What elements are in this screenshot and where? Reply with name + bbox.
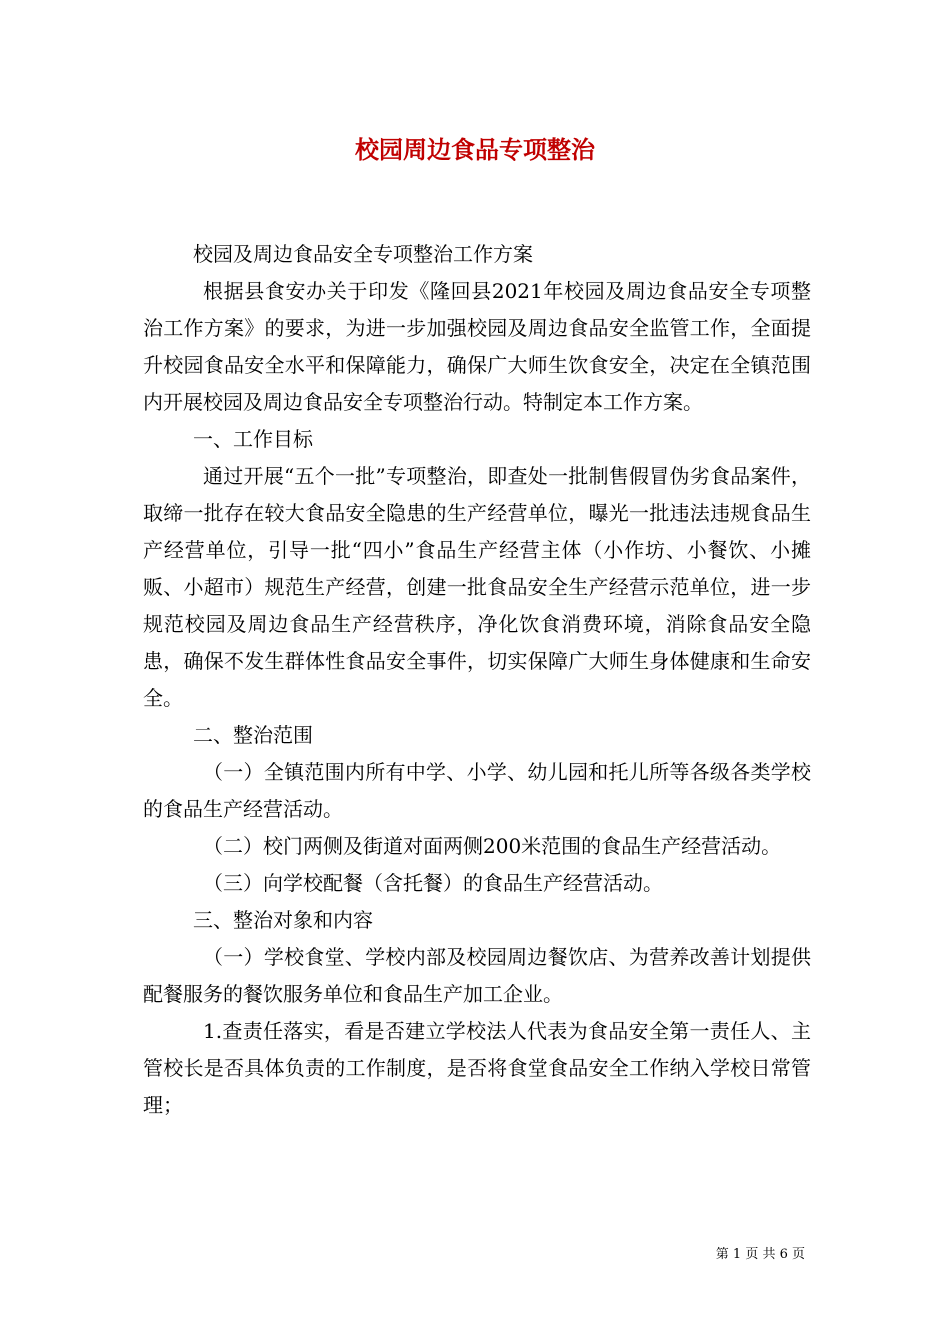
document-body (143, 236, 811, 1124)
paragraph-scope-1: （一）全镇范围内所有中学、小学、幼儿园和托儿所等各级各类学校的食品生产经营活动。 (143, 760, 811, 821)
page-number: 第 1 页 共 6 页 (715, 1247, 805, 1262)
paragraph-plan-title: 校园及周边食品安全专项整治工作方案 (193, 242, 533, 266)
paragraph-work-goal: 通过开展“五个一批”专项整治，即查处一批制售假冒伪劣食品案件，取缔一批存在较大食品安全隐患的生产经营单位，曝光一批违法违规食品生产经营单位，引导一批“四小”食品生产经营主体（小作坊、小餐饮、小摊贩、小超市）规范生产经营，创建一批食品安全生产经营示范单位，进一步规范校园及周边食品生产经营秩序，净化饮食消费环境，消除食品安全隐患，确保不发生群体性食品安全事件，切实保障广大师生身体健康和生命安全。 (143, 464, 811, 710)
heading-scope: 二、整治范围 (193, 723, 313, 747)
document-title: 校园周边食品专项整治 (355, 135, 595, 164)
paragraph-scope-3: （三）向学校配餐（含托餐）的食品生产经营活动。 (203, 871, 663, 895)
heading-work-goal: 一、工作目标 (193, 427, 313, 451)
paragraph-item-1: 1.查责任落实，看是否建立学校法人代表为食品安全第一责任人、主管校长是否具体负责的工作制度，是否将食堂食品安全工作纳入学校日常管理； (143, 1019, 811, 1117)
paragraph-scope-2: （二）校门两侧及街道对面两侧200米范围的食品生产经营活动。 (203, 834, 782, 858)
paragraph-intro: 根据县食安办关于印发《隆回县2021年校园及周边食品安全专项整治工作方案》的要求，为进一步加强校园及周边食品安全监管工作，全面提升校园食品安全水平和保障能力，确保广大师生饮食安全，决定在全镇范围内开展校园及周边食品安全专项整治行动。特制定本工作方案。 (143, 279, 811, 414)
heading-targets: 三、整治对象和内容 (193, 908, 373, 932)
paragraph-targets-1: （一）学校食堂、学校内部及校园周边餐饮店、为营养改善计划提供配餐服务的餐饮服务单位和食品生产加工企业。 (143, 945, 811, 1006)
